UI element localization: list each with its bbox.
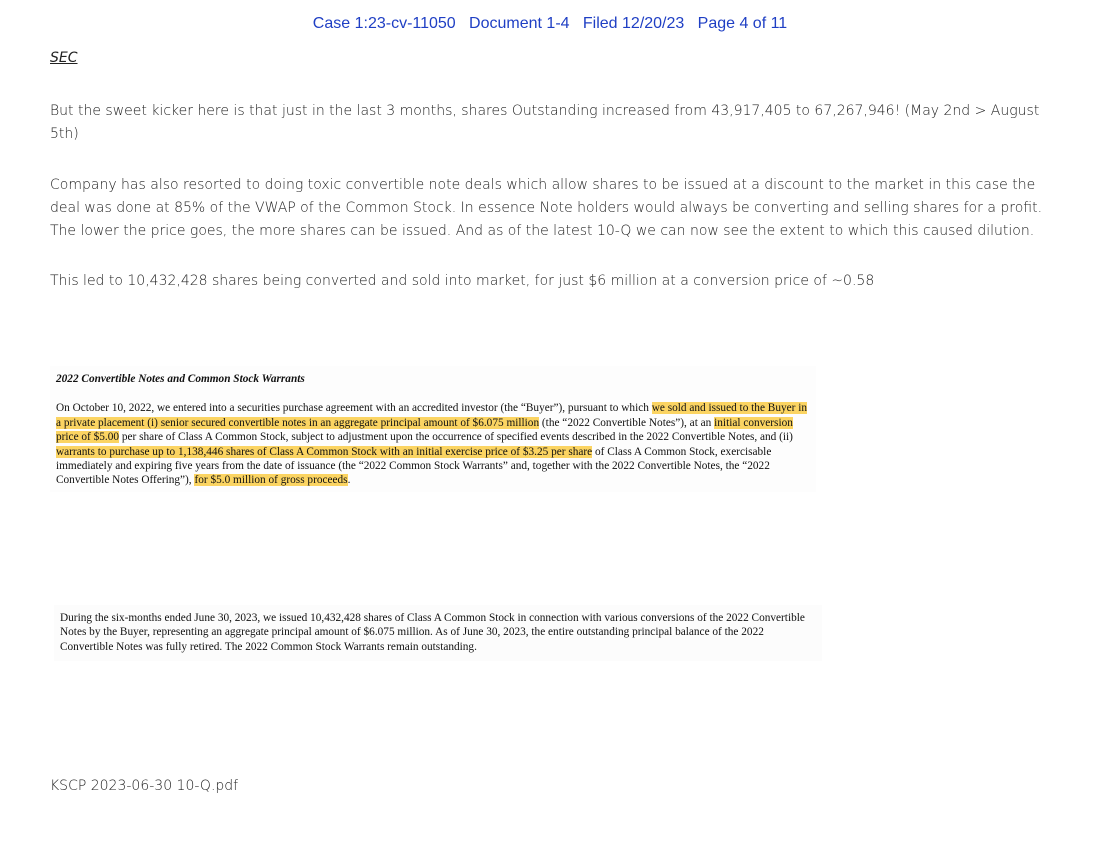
- excerpt-text: On October 10, 2022, we entered into a securities purchase agreement with an accredited investor (the “Buyer”), pursuant to which: [56, 402, 652, 415]
- document-number: Document 1-4: [469, 15, 570, 32]
- highlight-note-issuance: we sold and issued to the Buyer in a private placement (i) senior secured convertible notes in an aggregate principal amount of $6.075 million: [56, 402, 808, 429]
- excerpt-text: of Class A Common Stock, exercisable immediately and expiring five years from the date of issuance (the “2022 Common Stock Warrants” and, together with the 2022 Convertible Notes, the “2022 Convertible Notes Offering”),: [56, 445, 772, 487]
- paragraph-conversion-summary: This led to 10,432,428 shares being converted and sold into market, for just $6 million at a conversion price of ~0.58: [50, 273, 875, 289]
- highlight-conversion-price: initial conversion price of $5.00: [56, 416, 793, 444]
- paragraph-convertible-notes: Company has also resorted to doing toxic convertible note deals which allow shares to be issued at a discount to the market in this case the deal was done at 85% of the VWAP of the Common Stock. In essence Note holders would always be converting and selling shares for a profit. The lower the price goes, the more shares can be issued. And as of the latest 10-Q we can now see the extent to which this caused dilution.: [50, 177, 1043, 239]
- excerpt-text: (the “2022 Convertible Notes”), at an: [539, 416, 715, 429]
- filed-date: Filed 12/20/23: [582, 15, 685, 32]
- highlight-gross-proceeds: for $5.0 million of gross proceeds: [194, 474, 348, 487]
- case-number: Case 1:23-cv-11050: [312, 15, 456, 32]
- filing-excerpt-conversions: During the six-months ended June 30, 2023, we issued 10,432,428 shares of Class A Common Stock in connection with various conversions of the 2022 Convertible Notes by the Buyer, representing an aggregate principal amount of $6.075 million. As of June 30, 2023, the entire outstanding principal balance of the 2022 Convertible Notes was fully retired. The 2022 Common Stock Warrants remain outstanding.: [54, 605, 822, 661]
- source-filename: KSCP 2023-06-30 10-Q.pdf: [50, 778, 239, 794]
- excerpt-body: [56, 401, 810, 487]
- excerpt-heading: 2022 Convertible Notes and Common Stock Warrants: [56, 373, 305, 385]
- excerpt-text: per share of Class A Common Stock, subject to adjustment upon the occurrence of specified events described in the 2022 Convertible Notes, and (ii): [119, 431, 793, 444]
- paragraph-shares-outstanding: But the sweet kicker here is that just in the last 3 months, shares Outstanding increased from 43,917,405 to 67,267,946! (May 2nd > August 5th): [50, 103, 1040, 142]
- page-number: Page 4 of 11: [697, 15, 788, 32]
- case-header: [0, 15, 1100, 33]
- highlight-warrants: warrants to purchase up to 1,138,446 shares of Class A Common Stock with an initial exercise price of $3.25 per share: [56, 445, 593, 458]
- excerpt-text: .: [347, 474, 351, 487]
- sec-link[interactable]: SEC: [50, 50, 78, 66]
- filing-excerpt-convertible-notes: [50, 366, 816, 492]
